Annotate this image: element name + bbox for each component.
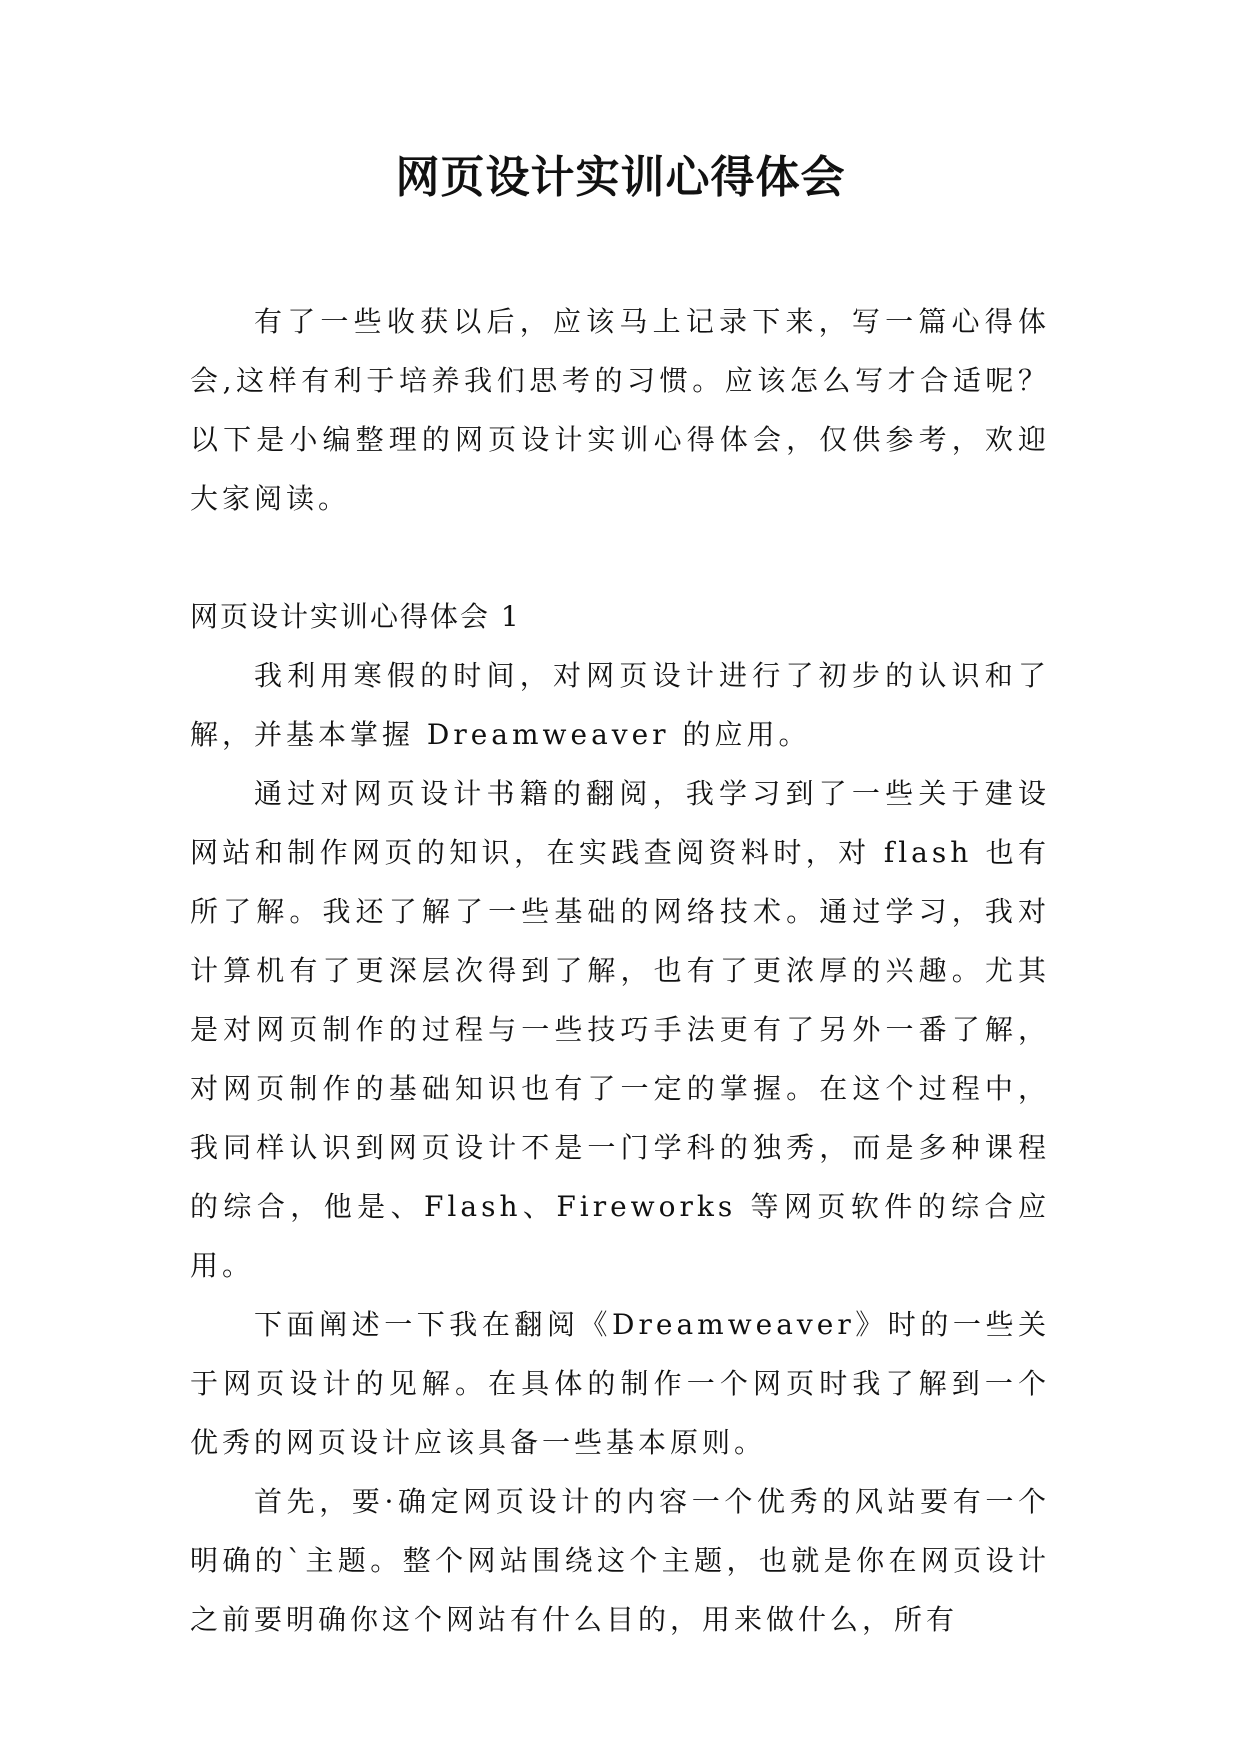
intro-paragraph: 有了一些收获以后，应该马上记录下来，写一篇心得体会,这样有利于培养我们思考的习惯。应该怎么写才合适呢？以下是小编整理的网页设计实训心得体会，仅供参考，欢迎大家阅读。 xyxy=(190,305,1050,515)
body-paragraph: 我利用寒假的时间，对网页设计进行了初步的认识和了解，并基本掌握 Dreamweaver 的应用。 xyxy=(190,659,1050,751)
body-paragraph: 通过对网页设计书籍的翻阅，我学习到了一些关于建设网站和制作网页的知识，在实践查阅资料时，对 flash 也有所了解。我还了解了一些基础的网络技术。通过学习，我对计算机有了更深层次得到了解，也有了更浓厚的兴趣。尤其是对网页制作的过程与一些技巧手法更有了另外一番了解，对网页制作的基础知识也有了一定的掌握。在这个过程中，我同样认识到网页设计不是一门学科的独秀，而是多种课程的综合，他是、Flash、Fireworks 等网页软件的综合应用。 xyxy=(190,777,1050,1282)
body-paragraph: 下面阐述一下我在翻阅《Dreamweaver》时的一些关于网页设计的见解。在具体的制作一个网页时我了解到一个优秀的网页设计应该具备一些基本原则。 xyxy=(190,1308,1050,1459)
document-body xyxy=(190,292,1050,1649)
body-paragraph: 首先，要·确定网页设计的内容一个优秀的风站要有一个明确的`主题。整个网站围绕这个主题，也就是你在网页设计之前要明确你这个网站有什么目的，用来做什么，所有 xyxy=(190,1485,1050,1636)
section-heading: 网页设计实训心得体会 1 xyxy=(190,600,521,633)
document-title: 网页设计实训心得体会 xyxy=(395,152,846,203)
